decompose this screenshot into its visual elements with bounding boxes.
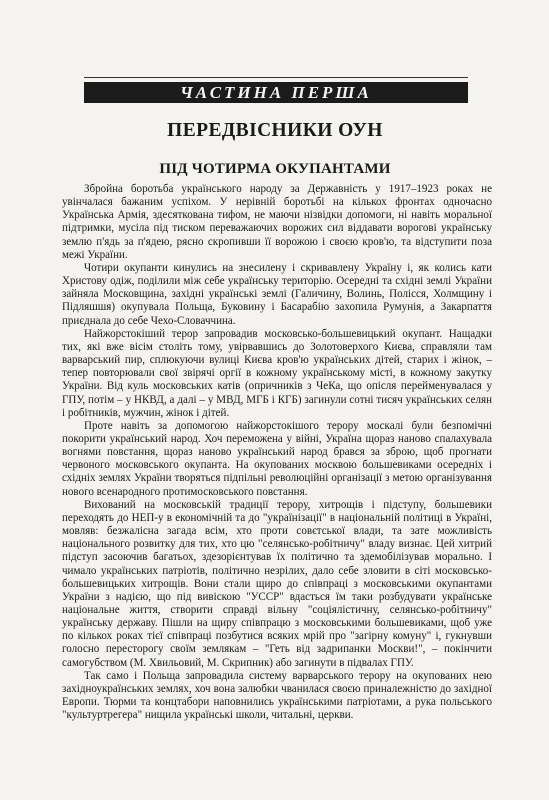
paragraph: Збройна боротьба українського народу за Державність у 1917–1923 роках не увінчалася бажаним успіхом. У нерівній боротьбі на кількох фронтах одночасно Українська Армія, здесяткована тифом, не маючи нізвідки допомоги, ні навіть моральної підтримки, мусіла під тиском переважаючих ворожих сил віддавати ворогові українську землю п'ядь за п'ядею, рясно скропивши її ворожою і своєю кров'ю, та відступити поза межі України. — [62, 183, 492, 261]
paragraph: Проте навіть за допомогою найжорстокішого терору москалі були безпомічні покорити український народ. Хоч переможена у війні, Україна щораз наново спалахувала вогнями повстання, щораз наново український народ брався за зброю, щоб прогнати червоного московського окупанта. На окупованих москвою большевиками осередніх і східніх землях України творяться підпільні революційні організації з метою організування нового всенародного протимосковського повстання. — [62, 419, 492, 498]
body-text — [62, 183, 492, 722]
part-label: ЧАСТИНА ПЕРША — [180, 82, 372, 102]
paragraph: Так само і Польща запровадила систему варварського терору на окупованих нею західноукраїнських землях, хоч вона залюбки чванилася своєю приналежністю до західної Европи. Тюрми та концтабори наповнились українськими патріотами, а рука польського "культуртрегера" нищила українські школи, читальні, церкви. — [62, 669, 492, 722]
paragraph: Чотири окупанти кинулись на знесилену і скривавлену Україну і, як колись кати Христову одіж, поділили між себе українську територію. Осередні та східні землі України зайняла Московщина, західні українські землі (Галичину, Волинь, Полісся, Холмщину і Підляшшя) окупувала Польща, Буковину і Басарабію захопила Румунія, а Закарпаття приєднала до себе Чехо-Словаччина. — [62, 261, 492, 327]
chapter-title: ПЕРЕДВІСНИКИ ОУН — [167, 120, 383, 141]
paragraph: Найжорстокіший терор запровадив московсько-большевицький окупант. Нащадки тих, які вже вісім століть тому, увірвавшись до Золотоверхого Києва, справляли там варварський пир, сплюкуючи вулиці Києва кров'ю українських дітей, старих і жінок, – тепер повторювали свої звірячі оргії в кожному українському місті, в кожному закутку України. Від куль московських катів (опричників з ЧеКа, що опісля перейменувалася у ГПУ, потім – у НКВД, а далі – у МВД, МГБ і КГБ) загинули сотні тисяч українських селян і робітників, мужчин, жінок і дітей. — [62, 327, 492, 419]
paragraph: Вихований на московській традиції терору, хитрощів і підступу, большевики переходять до НЕП-у в економічній та до "українізації" в національній політиці в Україні, мовляв: безжалісна загада всім, хто проти совєтської влади, та зате можливість національного розвитку для тих, хто цю "селянсько-робітничу" владу визнає. Цей хитрий підступ засоючив багатьох, здезорієнтував їх політично та здемобілізував морально. І чимало українських патріотів, політично незрілих, дало себе зловити в сіті московсько-большевицьких хитрощів. Вони стали щиро до співпраці з московськими окупантами України з надією, що під вивіскою "УССР" вдасться їм таки розбудувати українське національне життя, створити справді вільну "соціялістичну, селянсько-робітничу" українську державу. Пішли на щиру співпрацю з московськими большевиками, щоб уже по кількох роках тієї співпраці позбутися всяких мрій про "загірну комуну" і, гукнувши голосно пересторогу своїм землякам – "Геть від задрипанки Москви!", – покінчити самогубством (М. Хвильовий, М. Скрипник) або загинути в підвалах ГПУ. — [62, 498, 492, 669]
part-banner — [84, 82, 468, 103]
section-title: ПІД ЧОТИРМА ОКУПАНТАМИ — [159, 161, 391, 177]
divider — [84, 77, 468, 78]
